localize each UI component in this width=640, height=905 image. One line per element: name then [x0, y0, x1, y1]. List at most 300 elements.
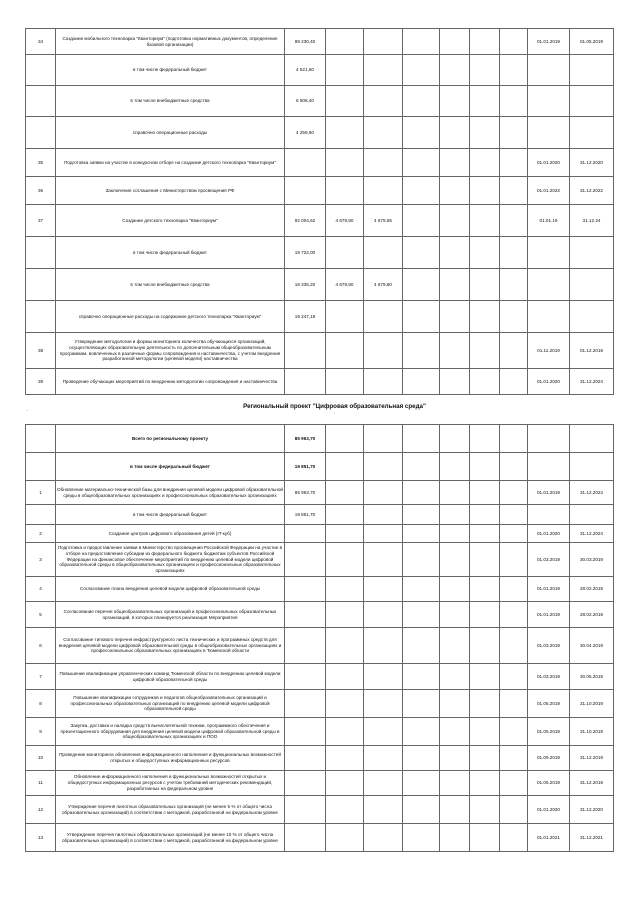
amount-total [285, 333, 326, 369]
row-name: Подготовка заявки на участие в конкурсном отборе на создание детского технопарка "Кванториум" [56, 149, 285, 177]
empty-cell [470, 55, 500, 86]
empty-cell [440, 55, 470, 86]
amount-total: 19 247,18 [285, 301, 326, 333]
end-date: 31.12.2024 [570, 525, 614, 543]
empty-cell [364, 628, 403, 664]
end-date: 31.12.2021 [570, 824, 614, 852]
start-date: 01.01.2020 [528, 369, 570, 395]
row-name: в том числе федеральный бюджет [56, 237, 285, 269]
amount-total: 18 335,20 [285, 269, 326, 301]
amount-total [285, 690, 326, 718]
start-date: 01.01.2021 [528, 824, 570, 852]
amount-2020 [364, 149, 403, 177]
empty-cell [500, 481, 528, 505]
empty-cell [364, 602, 403, 628]
empty-cell [403, 177, 440, 205]
start-date [528, 301, 570, 333]
end-date [570, 55, 614, 86]
empty-cell [440, 369, 470, 395]
empty-cell [440, 525, 470, 543]
row-name: Закупка, доставка и наладка средств вычислительной техники, программного обеспечения и презентационного оборудования для внедрения целевой модели цифровой образовательной среды в общеобразовательных организациях и ПОО [56, 718, 285, 746]
empty-cell [326, 525, 364, 543]
empty-cell [500, 301, 528, 333]
row-number: 35 [26, 149, 56, 177]
empty-cell [364, 577, 403, 602]
empty-cell [403, 505, 440, 525]
empty-cell [403, 269, 440, 301]
empty-cell [364, 771, 403, 796]
end-date: 31.12.2019 [570, 746, 614, 771]
amount-2020 [364, 29, 403, 55]
section-edge [26, 395, 56, 425]
table-row [26, 86, 614, 117]
table-row [26, 55, 614, 86]
empty-cell [470, 117, 500, 149]
row-number: 38 [26, 333, 56, 369]
amount-2020 [364, 55, 403, 86]
row-number: 2 [26, 525, 56, 543]
start-date [528, 55, 570, 86]
end-date: 28.02.2019 [570, 577, 614, 602]
end-date: 01.05.2019 [570, 29, 614, 55]
empty-cell [470, 796, 500, 824]
empty-cell [500, 525, 528, 543]
empty-cell [470, 453, 500, 481]
end-date [570, 237, 614, 269]
empty-cell [500, 746, 528, 771]
amount-2020: 4 679,65 [364, 205, 403, 237]
empty-cell [440, 86, 470, 117]
empty-cell [403, 577, 440, 602]
row-name: в том числе внебюджетные средства [56, 86, 285, 117]
empty-cell [326, 505, 364, 525]
row-name: Создание мобильного технопарка "Кванториум" (подготовка нормативных документов, определение базовой организации) [56, 29, 285, 55]
empty-cell [440, 718, 470, 746]
empty-cell [470, 824, 500, 852]
empty-cell [364, 453, 403, 481]
amount-2020 [364, 301, 403, 333]
row-number: 4 [26, 577, 56, 602]
amount-total [285, 602, 326, 628]
empty-cell [440, 577, 470, 602]
table-row [26, 177, 614, 205]
amount-2020 [364, 86, 403, 117]
empty-cell [470, 237, 500, 269]
amount-2019 [326, 237, 364, 269]
empty-cell [470, 505, 500, 525]
total-label: в том числе федеральный бюджет [56, 453, 285, 481]
amount-total [285, 664, 326, 690]
empty-cell [470, 369, 500, 395]
row-name: Утверждение методологии и формы мониторинга количества обучающихся организаций, осуществляющих образовательную деятельность по дополнительным общеобразовательным программам, вовлеченных в различные формы сопровождения и наставничества, с учетом внедрения разработанной методологии (целевой модели) наставничества [56, 333, 285, 369]
empty-cell [440, 771, 470, 796]
start-date: 01.05.2019 [528, 690, 570, 718]
start-date: 01.03.2019 [528, 628, 570, 664]
empty-cell [470, 602, 500, 628]
empty-cell [470, 205, 500, 237]
empty-cell [326, 602, 364, 628]
row-name: Утверждение перечня пилотных образовательных организаций (не менее 5 % от общего числа образовательных организаций) в соответствии с методикой, разработанной на федеральном уровне [56, 796, 285, 824]
empty-cell [403, 205, 440, 237]
empty-cell [470, 425, 500, 453]
total-label: Всего по региональному проекту [56, 425, 285, 453]
empty-cell [326, 481, 364, 505]
amount-total: 19 851,70 [285, 505, 326, 525]
row-number [26, 269, 56, 301]
empty-cell [440, 117, 470, 149]
empty-cell [500, 86, 528, 117]
table-row [26, 664, 614, 690]
end-date [570, 269, 614, 301]
end-date: 31.12.2022 [570, 177, 614, 205]
row-number: 6 [26, 628, 56, 664]
empty-cell [570, 425, 614, 453]
row-number: 39 [26, 369, 56, 395]
amount-total [285, 718, 326, 746]
amount-2019 [326, 369, 364, 395]
end-date: 01.12.2019 [570, 333, 614, 369]
empty-cell [500, 237, 528, 269]
empty-cell [326, 453, 364, 481]
amount-total: 89 230,40 [285, 29, 326, 55]
empty-cell [403, 117, 440, 149]
empty-cell [470, 771, 500, 796]
row-name: Подготовка и предоставление заявки в Министерство просвещения Российской Федерации на участие в отборе на предоставление субсидии из федерального бюджета бюджетам субъектов Российской Федерации на финансовое обеспечение мероприятий по внедрению целевой модели цифровой образовательной среды в общеобразовательных организациях и профессиональных образовательных организациях [56, 543, 285, 577]
empty-cell [326, 771, 364, 796]
table-row [26, 117, 614, 149]
empty-cell [403, 525, 440, 543]
empty-cell [364, 425, 403, 453]
empty-cell [500, 177, 528, 205]
empty-cell [440, 543, 470, 577]
row-number: 11 [26, 771, 56, 796]
table-row [26, 29, 614, 55]
empty-cell [440, 628, 470, 664]
start-date: 01.01.2019 [528, 29, 570, 55]
row-name: справочно операционные расходы [56, 117, 285, 149]
amount-total: 6 508,40 [285, 86, 326, 117]
total-row [26, 453, 614, 481]
table-row [26, 746, 614, 771]
amount-total [285, 771, 326, 796]
end-date [570, 86, 614, 117]
table-row [26, 577, 614, 602]
end-date: 28.02.2019 [570, 602, 614, 628]
empty-cell [440, 746, 470, 771]
empty-cell [440, 602, 470, 628]
empty-cell [500, 269, 528, 301]
empty-cell [403, 543, 440, 577]
empty-cell [403, 771, 440, 796]
empty-cell [470, 525, 500, 543]
total-amount: 19 851,70 [285, 453, 326, 481]
empty-cell [326, 690, 364, 718]
amount-total [285, 577, 326, 602]
empty-cell [440, 269, 470, 301]
empty-cell [470, 664, 500, 690]
empty-cell [470, 543, 500, 577]
start-date: 01.01.2020 [528, 525, 570, 543]
table-row [26, 824, 614, 852]
empty-cell [403, 86, 440, 117]
row-number: 3 [26, 543, 56, 577]
empty-cell [500, 771, 528, 796]
empty-cell [500, 333, 528, 369]
row-name: Создание центров цифрового образования детей (IT-куб) [56, 525, 285, 543]
start-date: 01.03.2019 [528, 664, 570, 690]
empty-cell [364, 525, 403, 543]
row-number [26, 301, 56, 333]
empty-cell [326, 628, 364, 664]
section-cell [56, 395, 614, 425]
start-date: 01.01.19 [528, 205, 570, 237]
row-number [26, 237, 56, 269]
start-date: 01.09.2019 [528, 746, 570, 771]
row-name: в том числе внебюджетные средства [56, 269, 285, 301]
empty-cell [364, 664, 403, 690]
end-date: 30.03.2019 [570, 543, 614, 577]
row-name: Согласование плана внедрения целевой модели цифровой образовательной среды [56, 577, 285, 602]
empty-cell [326, 824, 364, 852]
table-row [26, 369, 614, 395]
empty-cell [500, 29, 528, 55]
table-row [26, 505, 614, 525]
amount-2019 [326, 177, 364, 205]
empty-cell [500, 602, 528, 628]
empty-cell [528, 425, 570, 453]
empty-cell [500, 117, 528, 149]
end-date: 31.12.2020 [570, 796, 614, 824]
empty-cell [440, 205, 470, 237]
start-date: 01.01.2020 [528, 149, 570, 177]
start-date: 01.01.2020 [528, 796, 570, 824]
empty-cell [500, 149, 528, 177]
empty-cell [500, 425, 528, 453]
empty-cell [364, 505, 403, 525]
empty-cell [500, 690, 528, 718]
amount-2019 [326, 333, 364, 369]
empty-cell [403, 796, 440, 824]
row-number: 5 [26, 602, 56, 628]
row-name: в том числе федеральный бюджет [56, 505, 285, 525]
total-row [26, 425, 614, 453]
amount-total [285, 149, 326, 177]
amount-total: 92 004,62 [285, 205, 326, 237]
section-tick: ' [334, 410, 335, 416]
empty-cell [500, 543, 528, 577]
empty-cell [26, 453, 56, 481]
table-row [26, 690, 614, 718]
start-date: 01.01.2019 [528, 481, 570, 505]
empty-cell [470, 577, 500, 602]
amount-2019: 4 679,60 [326, 205, 364, 237]
row-number: 9 [26, 718, 56, 746]
empty-cell [470, 149, 500, 177]
empty-cell [326, 718, 364, 746]
amount-2019 [326, 29, 364, 55]
end-date: 31.12.2024 [570, 481, 614, 505]
row-number: 37 [26, 205, 56, 237]
empty-cell [440, 29, 470, 55]
empty-cell [500, 718, 528, 746]
row-number: 13 [26, 824, 56, 852]
row-name: справочно операционные расходы на содержание детского технопарка "Кванториум" [56, 301, 285, 333]
empty-cell [470, 628, 500, 664]
empty-cell [440, 301, 470, 333]
table-row [26, 333, 614, 369]
row-name: Утверждение перечня пилотных образовательных организаций (не менее 10 % от общего числа образовательных организаций) в соответствии с методикой, разработанной на федеральном уровне [56, 824, 285, 852]
amount-total: 19 722,00 [285, 237, 326, 269]
end-date: 30.04.2019 [570, 628, 614, 664]
empty-cell [440, 425, 470, 453]
empty-cell [500, 205, 528, 237]
start-date: 01.01.2022 [528, 177, 570, 205]
empty-cell [470, 718, 500, 746]
table-row [26, 525, 614, 543]
empty-cell [470, 333, 500, 369]
empty-cell [500, 824, 528, 852]
empty-cell [364, 796, 403, 824]
row-number [26, 505, 56, 525]
empty-cell [528, 453, 570, 481]
empty-cell [470, 301, 500, 333]
empty-cell [403, 425, 440, 453]
empty-cell [403, 690, 440, 718]
amount-total [285, 628, 326, 664]
amount-2020 [364, 117, 403, 149]
amount-total: 4 521,60 [285, 55, 326, 86]
amount-2020 [364, 177, 403, 205]
empty-cell [500, 55, 528, 86]
start-date: 01.01.2019 [528, 577, 570, 602]
empty-cell [440, 453, 470, 481]
table-row [26, 543, 614, 577]
empty-cell [403, 746, 440, 771]
table-row [26, 602, 614, 628]
empty-cell [440, 149, 470, 177]
empty-cell [326, 746, 364, 771]
amount-2020 [364, 369, 403, 395]
start-date [528, 86, 570, 117]
empty-cell [364, 543, 403, 577]
empty-cell [403, 29, 440, 55]
empty-cell [403, 824, 440, 852]
empty-cell [500, 577, 528, 602]
empty-cell [470, 690, 500, 718]
start-date [528, 237, 570, 269]
table-row [26, 301, 614, 333]
empty-cell [500, 505, 528, 525]
empty-cell [440, 481, 470, 505]
empty-cell [440, 664, 470, 690]
end-date: 31.12.2019 [570, 771, 614, 796]
end-date [570, 505, 614, 525]
amount-total [285, 746, 326, 771]
amount-2019 [326, 86, 364, 117]
row-number: 12 [26, 796, 56, 824]
empty-cell [364, 746, 403, 771]
empty-cell [500, 796, 528, 824]
empty-cell [403, 369, 440, 395]
row-number: 36 [26, 177, 56, 205]
empty-cell [440, 824, 470, 852]
empty-cell [326, 425, 364, 453]
row-name: Согласование перечня общеобразовательных организаций и профессиональных образовательных организаций, в которых планируется реализация Мероприятия [56, 602, 285, 628]
empty-cell [470, 29, 500, 55]
amount-2019 [326, 149, 364, 177]
amount-total: 4 259,60 [285, 117, 326, 149]
end-date: 31.10.2019 [570, 690, 614, 718]
empty-cell [440, 690, 470, 718]
row-number [26, 86, 56, 117]
empty-cell [326, 577, 364, 602]
row-number: 7 [26, 664, 56, 690]
row-number [26, 55, 56, 86]
start-date: 01.01.2019 [528, 602, 570, 628]
section-title: Региональный проект "Цифровая образовательная среда" [243, 403, 426, 411]
row-number [26, 117, 56, 149]
end-date: 31.10.2019 [570, 718, 614, 746]
table-row [26, 796, 614, 824]
row-name: в том числе федеральный бюджет [56, 55, 285, 86]
row-number: 1 [26, 481, 56, 505]
row-name: Проведение мониторинга обновления информационного наполнения и функциональных возможностей открытых и общедоступных информационных ресурсов [56, 746, 285, 771]
empty-cell [403, 628, 440, 664]
table-row [26, 628, 614, 664]
table-row [26, 481, 614, 505]
empty-cell [403, 55, 440, 86]
amount-2019 [326, 117, 364, 149]
start-date: 01.03.2019 [528, 543, 570, 577]
amount-total: 85 963,70 [285, 481, 326, 505]
start-date [528, 117, 570, 149]
end-date: 31.12.2024 [570, 369, 614, 395]
amount-2020 [364, 333, 403, 369]
empty-cell [364, 690, 403, 718]
amount-2019 [326, 301, 364, 333]
empty-cell [440, 237, 470, 269]
empty-cell [403, 664, 440, 690]
end-date [570, 301, 614, 333]
end-date: 31.12.24 [570, 205, 614, 237]
empty-cell [440, 333, 470, 369]
start-date: 01.05.2019 [528, 718, 570, 746]
empty-cell [364, 718, 403, 746]
table-row [26, 237, 614, 269]
empty-cell [403, 237, 440, 269]
empty-cell [440, 505, 470, 525]
empty-cell [470, 177, 500, 205]
section-row [26, 395, 614, 425]
empty-cell [26, 425, 56, 453]
empty-cell [326, 543, 364, 577]
empty-cell [470, 481, 500, 505]
row-name: Повышение квалификации управленческих команд Тюменской области по внедрению целевой модели цифровой образовательной среды [56, 664, 285, 690]
row-number: 8 [26, 690, 56, 718]
empty-cell [403, 301, 440, 333]
empty-cell [500, 453, 528, 481]
empty-cell [364, 481, 403, 505]
empty-cell [403, 602, 440, 628]
amount-total [285, 369, 326, 395]
row-name: Заключение соглашения с Министерством просвещения РФ [56, 177, 285, 205]
start-date [528, 269, 570, 301]
empty-cell [403, 149, 440, 177]
table-row [26, 269, 614, 301]
row-name: Проведение обучающих мероприятий по внедрению методологии сопровождения и наставничества [56, 369, 285, 395]
row-number: 10 [26, 746, 56, 771]
table-row [26, 771, 614, 796]
